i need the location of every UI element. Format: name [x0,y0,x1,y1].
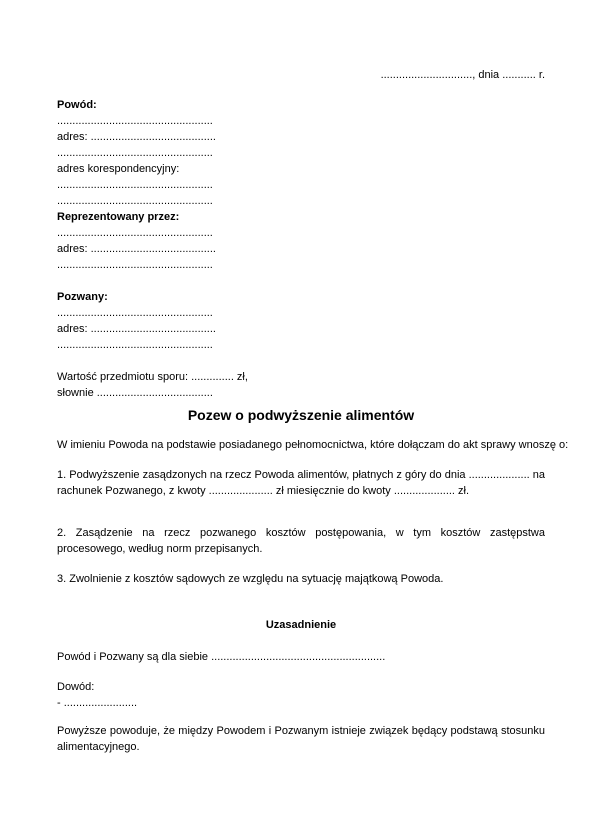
dispute-value-line: Wartość przedmiotu sporu: .............. zł, [57,371,248,383]
representative-address-field-2: ................................................... [57,259,213,271]
dispute-value-words-line: słownie ...................................... [57,387,213,399]
justification-heading: Uzasadnienie [265,619,337,631]
document-title: Pozew o podwyższenie alimentów [187,407,415,423]
claim-paragraph-2: 2. Zasądzenie na rzecz pozwanego kosztów postępowania, w tym kosztów zastępstwa procesowego, według norm przepisanych. [57,527,545,555]
plaintiff-correspondence-label: adres korespondencyjny: [57,163,180,175]
plaintiff-correspondence-field-1: ................................................... [57,179,213,191]
plaintiff-address-field: adres: ......................................... [57,131,216,143]
relation-fill-line: Powód i Pozwany są dla siebie ......................................................... [57,651,386,663]
evidence-label: Dowód: [57,681,95,693]
representative-address-field: adres: ......................................... [57,243,216,255]
representative-section [57,209,545,273]
plaintiff-address-field-2: ................................................... [57,147,213,159]
representative-label: Reprezentowany przez: [57,211,180,223]
plaintiff-label: Powód: [57,99,97,111]
dispute-value-section [57,369,545,401]
intro-paragraph: W imieniu Powoda na podstawie posiadanego pełnomocnictwa, które dołączam do akt sprawy wnoszę o: [57,439,569,451]
plaintiff-name-field: ................................................... [57,115,213,127]
defendant-name-field: ................................................... [57,307,213,319]
defendant-section [57,289,545,353]
defendant-label: Pozwany: [57,291,108,303]
representative-name-field: ................................................... [57,227,213,239]
claim-paragraph-1: 1. Podwyższenie zasądzonych na rzecz Powoda alimentów, płatnych z góry do dnia .................... na rachunek Pozwanego, z kwoty ..................... zł miesięcznie do kwoty .................... zł. [57,469,545,497]
defendant-address-field-2: ................................................... [57,339,213,351]
evidence-item-field: - ........................ [57,697,138,709]
defendant-address-field: adres: ......................................... [57,323,216,335]
date-place-line: .............................., dnia ........... r. [380,69,545,81]
claim-paragraph-3: 3. Zwolnienie z kosztów sądowych ze względu na sytuację majątkową Powoda. [57,573,444,585]
plaintiff-section [57,97,545,209]
plaintiff-correspondence-field-2: ................................................... [57,195,213,207]
closing-paragraph: Powyższe powoduje, że między Powodem i Pozwanym istnieje związek będący podstawą stosunku alimentacyjnego. [57,725,545,753]
